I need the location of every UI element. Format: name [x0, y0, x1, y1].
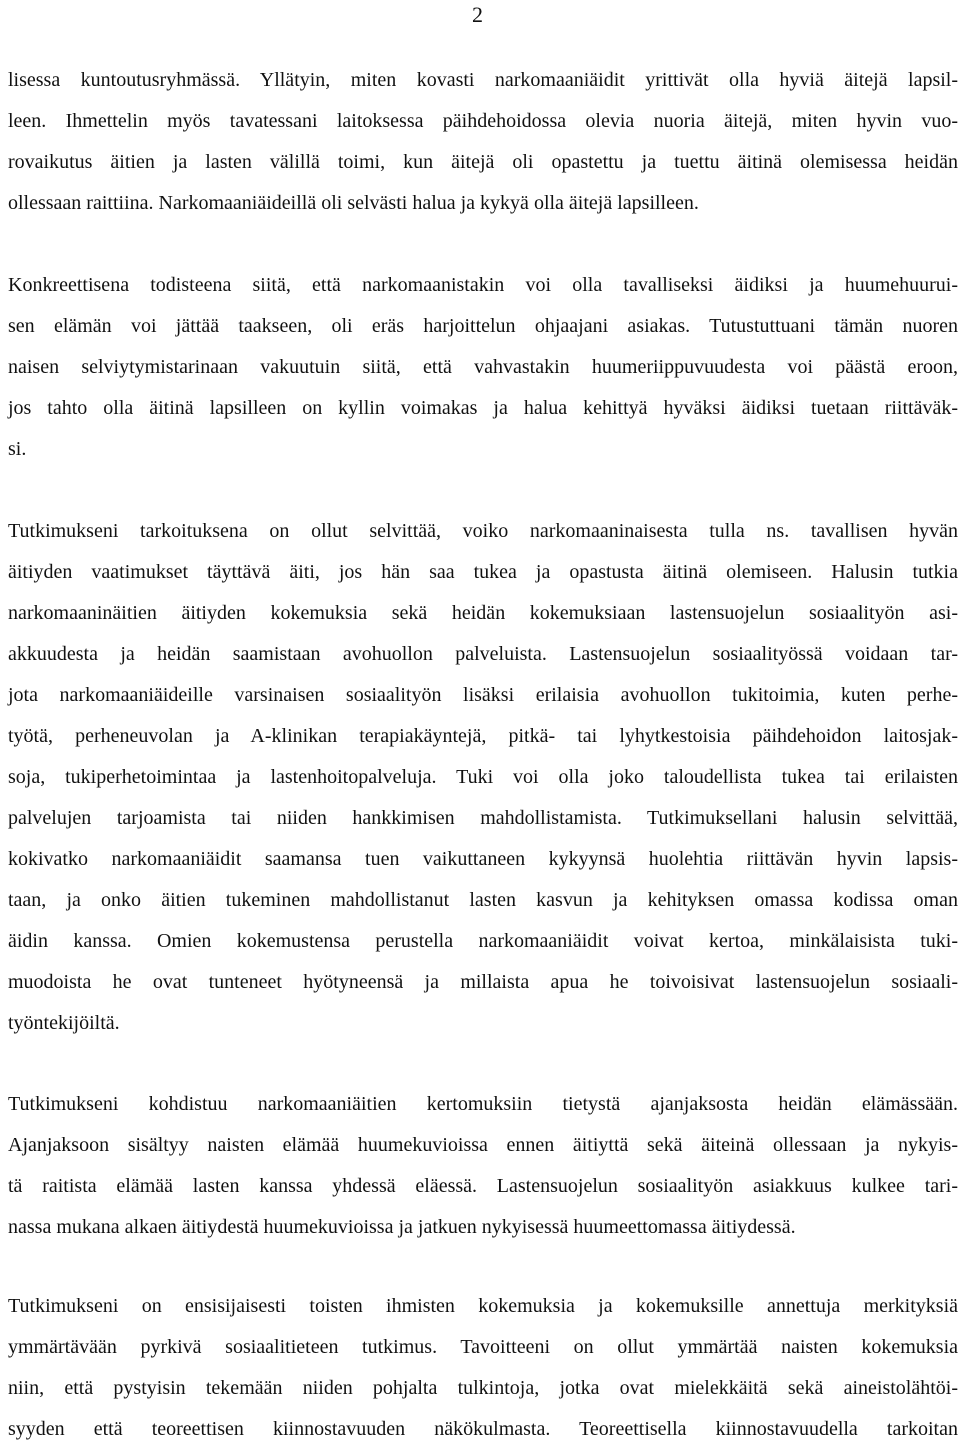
text-line: Tutkimukseni on ensisijaisesti toisten ihmisten kokemuksia ja kokemuksille annettuja merkityksiä — [8, 1295, 958, 1317]
text-line: työntekijöiltä. — [8, 1012, 120, 1034]
paragraph-2 — [8, 265, 958, 470]
text-line: jota narkomaaniäideille varsinaisen sosiaalityön lisäksi erilaisia avohuollon tukitoimia, kuten perhe- — [8, 684, 958, 706]
paragraph-1 — [8, 60, 958, 224]
text-line: äidin kanssa. Omien kokemustensa perustella narkomaaniäidit voivat kertoa, minkälaisista tuki- — [8, 930, 958, 952]
text-line: si. — [8, 438, 27, 460]
text-line: ymmärtävään pyrkivä sosiaalitieteen tutkimus. Tavoitteeni on ollut ymmärtää naisten kokemuksia — [8, 1336, 958, 1358]
text-line: ollessaan raittiina. Narkomaaniäideillä oli selvästi halua ja kykyä olla äitejä lapsilleen. — [8, 192, 699, 214]
text-line: taan, ja onko äitien tukeminen mahdollistanut lasten kasvun ja kehityksen omassa kodissa oman — [8, 889, 958, 911]
text-line: leen. Ihmettelin myös tavatessani laitoksessa päihdehoidossa olevia nuoria äitejä, miten hyvin vuo- — [8, 110, 958, 132]
paragraph-4 — [8, 1084, 958, 1248]
text-line: Tutkimukseni kohdistuu narkomaaniäitien kertomuksiin tietystä ajanjaksosta heidän elämässään. — [8, 1093, 958, 1115]
page-number: 2 — [472, 2, 483, 27]
text-line: niin, että pystyisin tekemään niiden pohjalta tulkintoja, jotka ovat mielekkäitä sekä aineistolähtöi- — [8, 1377, 958, 1399]
text-line: soja, tukiperhetoimintaa ja lastenhoitopalveluja. Tuki voi olla joko taloudellista tukea tai erilaisten — [8, 766, 958, 788]
text-line: työtä, perheneuvolan ja A-klinikan terapiakäyntejä, pitkä- tai lyhytkestoisia päihdehoidon laitosjak- — [8, 725, 958, 747]
text-line: rovaikutus äitien ja lasten välillä toimi, kun äitejä oli opastettu ja tuettu äitinä olemisessa heidän — [8, 151, 958, 173]
text-line: kokivatko narkomaaniäidit saamansa tuen vaikuttaneen kykyynsä huolehtia riittävän hyvin lapsis- — [8, 848, 958, 870]
text-line: palvelujen tarjoamista tai niiden hankkimisen mahdollistamista. Tutkimuksellani halusin selvittää, — [8, 807, 958, 829]
text-line: lisessa kuntoutusryhmässä. Yllätyin, miten kovasti narkomaaniäidit yrittivät olla hyviä äitejä lapsil- — [8, 69, 958, 91]
text-line: Ajanjaksoon sisältyy naisten elämää huumekuvioissa ennen äitiyttä sekä äiteinä ollessaan ja nykyis- — [8, 1134, 958, 1156]
text-line: akkuudesta ja heidän saamistaan avohuollon palveluista. Lastensuojelun sosiaalityössä voidaan tar- — [8, 643, 958, 665]
text-line: syyden että teoreettisen kiinnostavuuden näkökulmasta. Teoreettisella kiinnostavuudella tarkoitan — [8, 1418, 958, 1440]
text-line: narkomaaninäitien äitiyden kokemuksia sekä heidän kokemuksiaan lastensuojelun sosiaalityön asi- — [8, 602, 958, 624]
text-line: Tutkimukseni tarkoituksena on ollut selvittää, voiko narkomaaninaisesta tulla ns. tavallisen hyvän — [8, 520, 958, 542]
paragraph-5 — [8, 1286, 958, 1450]
text-line: muodoista he ovat tunteneet hyötyneensä ja millaista apua he toivoisivat lastensuojelun sosiaali- — [8, 971, 958, 993]
text-line: naisen selviytymistarinaan vakuutuin siitä, että vahvastakin huumeriippuvuudesta voi päästä eroon, — [8, 356, 958, 378]
text-line: tä raitista elämää lasten kanssa yhdessä eläessä. Lastensuojelun sosiaalityön asiakkuus kulkee tari- — [8, 1175, 958, 1197]
text-line: sen elämän voi jättää taakseen, oli eräs harjoittelun ohjaajani asiakas. Tutustuttuani tämän nuoren — [8, 315, 958, 337]
text-line: äitiyden vaatimukset täyttävä äiti, jos hän saa tukea ja opastusta äitinä olemiseen. Halusin tutkia — [8, 561, 958, 583]
text-line: nassa mukana alkaen äitiydestä huumekuvioissa ja jatkuen nykyisessä huumeettomassa äitiydessä. — [8, 1216, 796, 1238]
text-line: jos tahto olla äitinä lapsilleen on kyllin voimakas ja halua kehittyä hyväksi äidiksi tuetaan riittäväk- — [8, 397, 958, 419]
paragraph-3 — [8, 511, 958, 1044]
text-line: Konkreettisena todisteena siitä, että narkomaanistakin voi olla tavalliseksi äidiksi ja huumehuurui- — [8, 274, 958, 296]
